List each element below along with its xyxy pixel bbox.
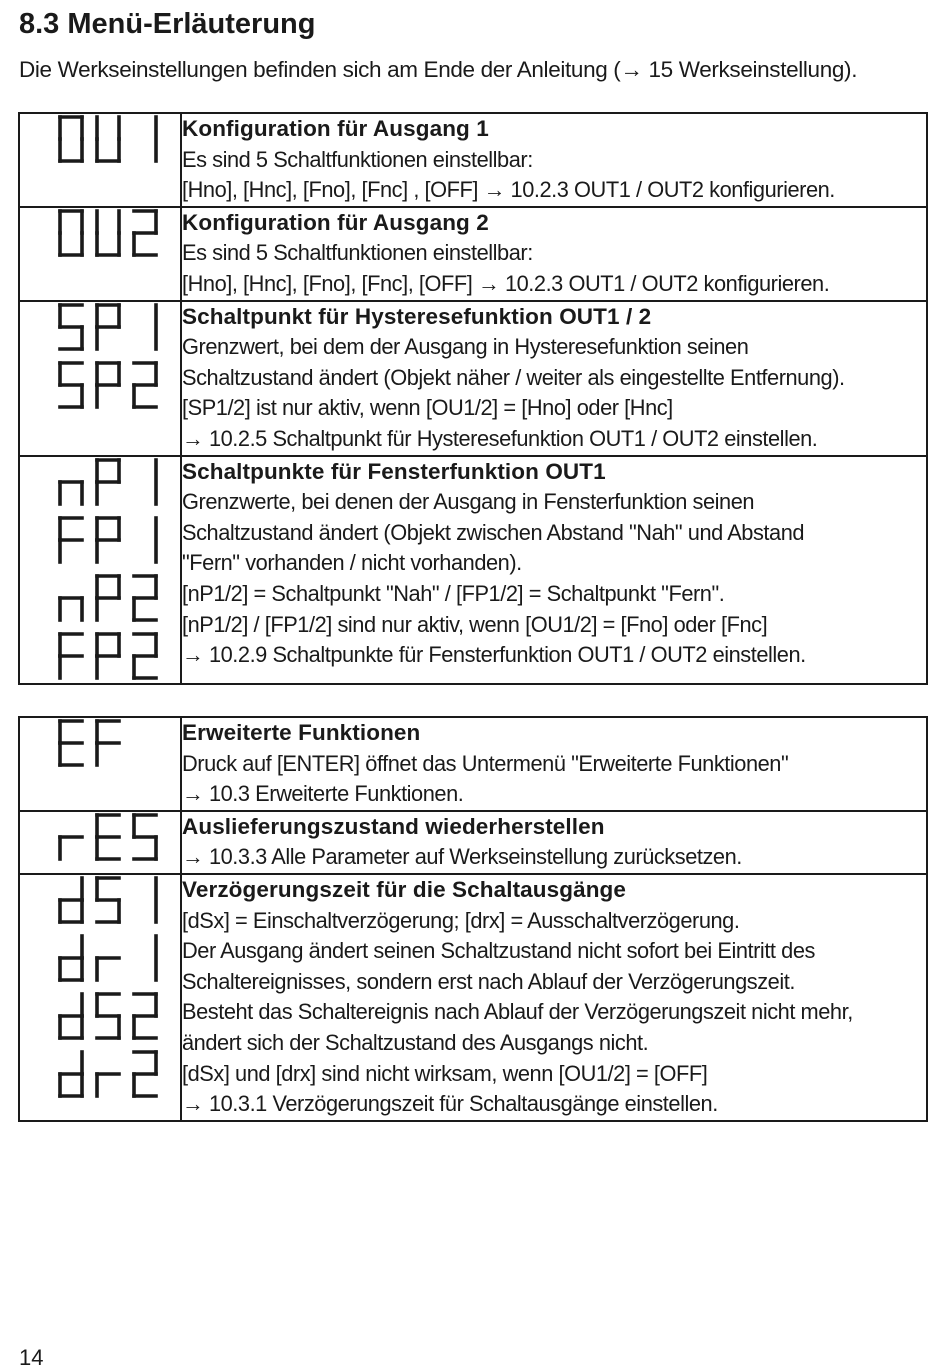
menu-code-sp1 <box>57 302 159 352</box>
code-glyph <box>97 634 119 678</box>
code-glyph <box>97 1074 119 1096</box>
menu-item-text: "Fern" vorhanden / nicht vorhanden). <box>182 550 522 576</box>
menu-code-cell <box>19 301 181 456</box>
menu-item-text: → 10.3.3 Alle Parameter auf Werkseinstellung zurücksetzen. <box>182 844 742 870</box>
menu-item-text: [nP1/2] / [FP1/2] sind nur aktiv, wenn [OU1/2] = [Fno] oder [Fnc] <box>182 611 768 637</box>
menu-code-ef <box>57 718 122 768</box>
code-glyph <box>97 117 119 161</box>
menu-code-np1 <box>57 457 159 507</box>
menu-row <box>19 717 927 811</box>
menu-description-cell <box>181 301 927 456</box>
menu-item-title: Erweiterte Funktionen <box>182 720 421 745</box>
code-glyph <box>97 994 119 1038</box>
menu-item-text: Grenzwerte, bei denen der Ausgang in Fensterfunktion seinen <box>182 489 755 515</box>
menu-description-cell <box>181 207 927 301</box>
menu-item-text: Besteht das Schaltereignis nach Ablauf der Verzögerungszeit nicht mehr, <box>182 999 853 1025</box>
menu-code-sp2 <box>57 360 159 410</box>
code-glyph <box>60 936 82 980</box>
menu-code-ds1 <box>57 875 159 925</box>
code-glyph <box>134 634 156 678</box>
menu-code-cell <box>19 811 181 874</box>
menu-item-title: Verzögerungszeit für die Schaltausgänge <box>182 876 627 902</box>
menu-item-text: [Hno], [Hnc], [Fno], [Fnc] , [OFF] → 10.2.3 OUT1 / OUT2 konfigurieren. <box>182 177 835 203</box>
menu-item-text: Schaltzustand ändert (Objekt näher / weiter als eingestellte Entfernung). <box>182 364 845 390</box>
code-glyph <box>97 211 119 255</box>
menu-table-extended <box>18 716 928 1122</box>
menu-row <box>19 113 927 207</box>
code-glyph <box>60 598 82 620</box>
menu-code-cell <box>19 113 181 207</box>
menu-item-text: [SP1/2] ist nur aktiv, wenn [OU1/2] = [Hno] oder [Hnc] <box>182 395 673 421</box>
code-glyph <box>60 837 82 859</box>
menu-description-cell <box>181 113 927 207</box>
code-glyph <box>97 576 119 620</box>
code-glyph <box>134 363 156 407</box>
code-glyph <box>97 958 119 980</box>
menu-item-text: → 10.3.1 Verzögerungszeit für Schaltausgänge einstellen. <box>182 1091 718 1117</box>
code-glyph <box>60 211 82 255</box>
menu-item-text: Es sind 5 Schaltfunktionen einstellbar: <box>182 146 533 172</box>
menu-item-text: Schaltzustand ändert (Objekt zwischen Abstand "Nah" und Abstand <box>182 519 805 545</box>
menu-item-text: [nP1/2] = Schaltpunkt "Nah" / [FP1/2] = Schaltpunkt "Fern". <box>182 580 725 606</box>
menu-code-dr1 <box>57 933 159 983</box>
menu-item-title: Konfiguration für Ausgang 2 <box>182 209 489 235</box>
menu-code-fp2 <box>57 631 159 681</box>
code-glyph <box>60 994 82 1038</box>
code-glyph <box>60 482 82 504</box>
code-glyph <box>97 878 119 922</box>
menu-item-text: Der Ausgang ändert seinen Schaltzustand nicht sofort bei Eintritt des <box>182 938 815 964</box>
menu-item-text: → 10.2.9 Schaltpunkte für Fensterfunktion OUT1 / OUT2 einstellen. <box>182 642 806 668</box>
code-glyph <box>60 1052 82 1096</box>
menu-row <box>19 207 927 301</box>
menu-item-text: [dSx] = Einschaltverzögerung; [drx] = Ausschaltverzögerung. <box>182 907 740 933</box>
menu-item-title: Schaltpunkt für Hysteresefunktion OUT1 / 2 <box>182 303 652 329</box>
code-glyph <box>134 1052 156 1096</box>
menu-code-ou2 <box>57 208 159 258</box>
code-glyph <box>60 363 82 407</box>
code-glyph <box>97 363 119 407</box>
code-glyph <box>60 305 82 349</box>
menu-item-title: Schaltpunkte für Fensterfunktion OUT1 <box>182 458 606 484</box>
code-glyph <box>134 994 156 1038</box>
code-glyph <box>134 211 156 255</box>
code-glyph <box>60 634 82 678</box>
code-glyph <box>97 721 119 765</box>
code-glyph <box>97 518 119 562</box>
menu-description-cell <box>181 717 927 811</box>
menu-row <box>19 874 927 1121</box>
menu-item-text: Druck auf [ENTER] öffnet das Untermenü "Erweiterte Funktionen" <box>182 750 789 776</box>
menu-row <box>19 811 927 874</box>
menu-item-text: → 10.3 Erweiterte Funktionen. <box>182 781 464 807</box>
menu-description-cell <box>181 456 927 684</box>
code-glyph <box>60 518 82 562</box>
menu-row <box>19 301 927 456</box>
menu-item-text: Schaltereignisses, sondern erst nach Ablauf der Verzögerungszeit. <box>182 968 795 994</box>
code-glyph <box>134 815 156 859</box>
menu-description-cell <box>181 811 927 874</box>
menu-code-cell <box>19 207 181 301</box>
code-glyph <box>97 815 119 859</box>
menu-code-np2 <box>57 573 159 623</box>
menu-code-dr2 <box>57 1049 159 1099</box>
code-glyph <box>60 721 82 765</box>
menu-item-title: Auslieferungszustand wiederherstellen <box>182 813 605 839</box>
menu-item-text: Es sind 5 Schaltfunktionen einstellbar: <box>182 240 533 266</box>
menu-item-text: [Hno], [Hnc], [Fno], [Fnc], [OFF] → 10.2.3 OUT1 / OUT2 konfigurieren. <box>182 270 830 296</box>
menu-table-basic <box>18 112 928 685</box>
page-number: 14 <box>19 1345 44 1370</box>
code-glyph <box>97 460 119 504</box>
menu-item-text: ändert sich der Schaltzustand des Ausgangs nicht. <box>182 1029 649 1055</box>
menu-code-ou1 <box>57 114 159 164</box>
menu-item-text: Grenzwert, bei dem der Ausgang in Hysteresefunktion seinen <box>182 334 749 360</box>
code-glyph <box>97 305 119 349</box>
section-heading: 8.3 Menü-Erläuterung <box>19 8 316 40</box>
menu-code-ds2 <box>57 991 159 1041</box>
menu-item-title: Konfiguration für Ausgang 1 <box>182 116 489 141</box>
code-glyph <box>60 117 82 161</box>
menu-item-text: [dSx] und [drx] sind nicht wirksam, wenn [OU1/2] = [OFF] <box>182 1060 708 1086</box>
menu-code-cell <box>19 456 181 684</box>
code-glyph <box>60 878 82 922</box>
menu-code-cell <box>19 874 181 1121</box>
intro-text: Die Werkseinstellungen befinden sich am Ende der Anleitung (→ 15 Werkseinstellung). <box>19 57 858 82</box>
menu-item-text: → 10.2.5 Schaltpunkt für Hysteresefunktion OUT1 / OUT2 einstellen. <box>182 425 818 451</box>
code-glyph <box>134 576 156 620</box>
menu-row <box>19 456 927 684</box>
menu-description-cell <box>181 874 927 1121</box>
menu-code-res <box>57 812 159 862</box>
menu-code-fp1 <box>57 515 159 565</box>
menu-code-cell <box>19 717 181 811</box>
